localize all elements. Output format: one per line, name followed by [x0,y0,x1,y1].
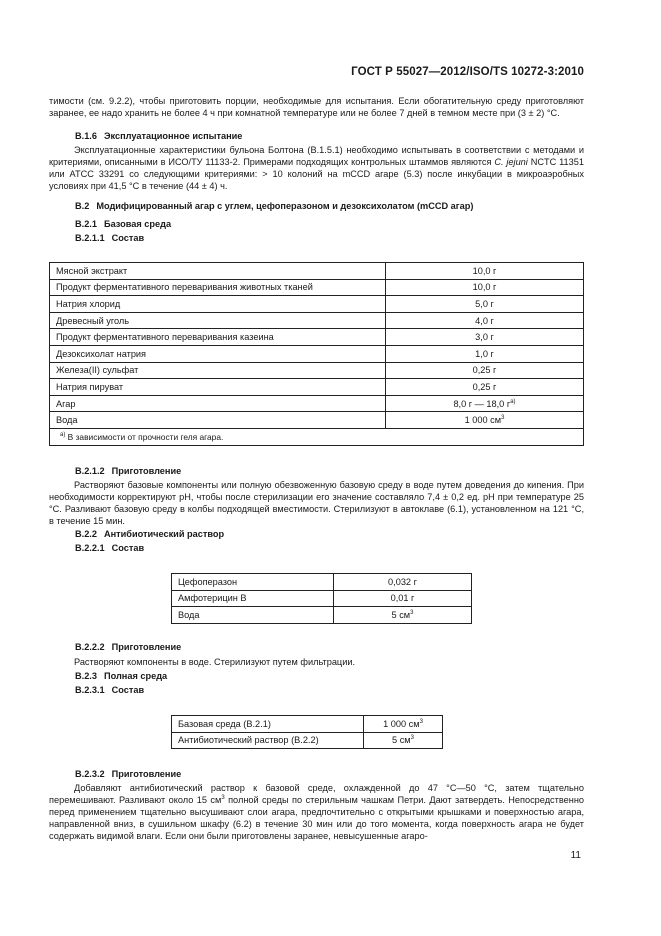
component-amount [334,590,472,607]
component-amount [334,574,472,591]
table-row [50,362,584,379]
table-row [172,574,472,591]
amount-value: 3,0 г [475,332,494,343]
amount-value: 5 см [392,735,411,746]
component-name: Антибиотический раствор (В.2.2) [172,732,364,749]
table-row [50,312,584,329]
table-row [50,412,584,429]
amount-value: 0,032 г [388,576,417,587]
paragraph-b232 [49,782,584,842]
table-row [172,590,472,607]
heading-number: В.2 [75,201,90,211]
composition-table-complete [171,715,443,749]
component-name: Вода [172,607,334,624]
footnote-text: В зависимости от прочности геля агара. [67,431,224,442]
heading-number: В.2.2.1 [75,543,105,553]
amount-superscript: 3 [410,735,414,742]
table-row [50,345,584,362]
heading-b211 [75,233,144,243]
table-row [50,279,584,296]
heading-number: В.2.3 [75,671,97,681]
heading-b231 [75,685,144,695]
amount-value: 10,0 г [472,282,497,293]
heading-number: В.2.2.2 [75,642,105,652]
superscript: 3 [221,795,225,802]
amount-value: 0,25 г [472,365,497,376]
component-amount [386,263,584,280]
heading-title: Приготовление [111,642,182,652]
amount-superscript: а) [510,398,516,405]
heading-title: Приготовление [111,466,182,476]
component-name: Дезоксихолат натрия [50,345,386,362]
heading-b221 [75,543,144,553]
page-number: 11 [570,850,581,861]
component-name: Амфотерицин В [172,590,334,607]
text-part: Эксплуатационные характеристики бульона Болтона (В.1.5.1) необходимо испытывать в соответствии с методами и критериями, описанными в ИСО/ТУ 11133-2. Примерами подходящих контрольных штаммов являются [49,145,584,168]
heading-b2 [75,201,473,211]
component-amount [334,607,472,624]
composition-table-antibiotic [171,573,472,624]
table-row [50,379,584,396]
amount-value: 1 000 см [464,415,502,426]
amount-value: 1 000 см [383,718,420,729]
table-row [50,263,584,280]
heading-title: Состав [111,685,145,695]
heading-title: Антибиотический раствор [103,529,225,539]
heading-b22 [75,529,224,539]
component-name: Продукт ферментативного переваривания казеина [50,329,386,346]
component-name: Натрия пируват [50,379,386,396]
amount-superscript: 3 [419,718,423,725]
amount-value: 10,0 г [472,265,497,276]
component-amount [386,329,584,346]
table-row [172,716,443,733]
heading-number: В.2.3.1 [75,685,105,695]
heading-number: В.2.1.1 [75,233,105,243]
component-amount [386,379,584,396]
component-name: Базовая среда (В.2.1) [172,716,364,733]
intro-paragraph: тимости (см. 9.2.2), чтобы приготовить порции, необходимые для испытания. Если обогатительную среду приготовляют заранее, ее надо хранить не более 4 ч при комнатной температуре или не более 7 дней в темном месте при (3 ± 2) °С. [49,96,584,119]
amount-value: 1,0 г [475,348,494,359]
heading-b232 [75,769,181,779]
text-part: полной среды по стерильным чашкам Петри. Дают затвердеть. Непосредственно перед применением тщательно высушивают слои агара, предпочтительно с открытыми крышками и поверхностью агара, направленной вниз, в сушильном шкафу (6.2) в течение 30 мин или до того момента, когда поверхность агара не будет содержать видимой влаги. Если они были приготовлены заранее, невысушенные агаро- [49,795,584,842]
heading-number: В.2.1.2 [75,466,105,476]
heading-number: В.2.3.2 [75,769,105,779]
component-amount [386,345,584,362]
component-amount [386,362,584,379]
amount-value: 4,0 г [475,315,494,326]
table-row [50,395,584,412]
component-amount [386,279,584,296]
component-name: Натрия хлорид [50,296,386,313]
footnote-mark: а) [60,431,66,438]
amount-value: 8,0 г — 18,0 г [453,398,511,409]
heading-number: В.1.6 [75,131,97,141]
text-part: NCTC 11351 или ATCC 33291 со следующими критериями: > 10 колоний на mCCD агаре (5.3) после инкубации в микроаэробных условиях при 41,5 °С в течение (44 ± 4) ч. [49,157,584,192]
component-amount [386,296,584,313]
component-amount [386,312,584,329]
component-name: Цефоперазон [172,574,334,591]
paragraph-b222: Растворяют компоненты в воде. Стерилизуют путем фильтрации. [74,657,356,667]
component-amount [364,716,443,733]
heading-title: Базовая среда [103,219,172,229]
amount-value: 5 см [391,609,411,620]
heading-title: Состав [111,543,145,553]
amount-value: 5,0 г [475,298,494,309]
table-footnote-row [50,428,584,445]
document-header: ГОСТ Р 55027—2012/ISO/TS 10272-3:2010 [351,66,584,78]
heading-b21 [75,219,171,229]
amount-value: 0,01 г [390,593,415,604]
component-name: Древесный уголь [50,312,386,329]
heading-b222 [75,642,181,652]
heading-title: Модифицированный агар с углем, цефоперазоном и дезоксихолатом (mCCD агар) [96,201,474,211]
table-row [172,732,443,749]
heading-b23 [75,671,167,681]
component-name: Агар [50,395,386,412]
component-name: Продукт ферментативного переваривания животных тканей [50,279,386,296]
component-amount [364,732,443,749]
heading-title: Состав [111,233,145,243]
table-row [172,607,472,624]
organism-name: C. jejuni [494,157,528,168]
component-name: Железа(II) сульфат [50,362,386,379]
component-amount [386,412,584,429]
text-part: Добавляют антибиотический раствор к базовой среде, охлажденной до 47 °С—50 °С, затем тщательно перемешивают. Разливают около 15 см [49,783,584,806]
amount-superscript: 3 [410,609,414,616]
paragraph-b16 [49,144,584,192]
amount-value: 0,25 г [472,381,497,392]
component-name: Вода [50,412,386,429]
table-row [50,296,584,313]
table-row [50,329,584,346]
heading-number: В.2.2 [75,529,97,539]
heading-title: Полная среда [103,671,168,681]
heading-b16 [75,131,242,141]
heading-title: Эксплуатационное испытание [103,131,243,141]
heading-title: Приготовление [111,769,182,779]
composition-table-base [49,262,584,446]
heading-b212 [75,466,181,476]
amount-superscript: 3 [501,415,505,422]
component-name: Мясной экстракт [50,263,386,280]
paragraph-b212: Растворяют базовые компоненты или полную обезвоженную базовую среду в воде путем доведения до кипения. При необходимости корректируют pH, чтобы после стерилизации его значение составляло 7,4 ± 0,2 ед. pH при температуре 25 °С. Разливают базовую среду в колбы подходящей вместимости. Стерилизуют в автоклаве (6.1), установленном на 121 °С, в течение 15 мин. [49,480,584,527]
heading-number: В.2.1 [75,219,97,229]
component-amount [386,395,584,412]
